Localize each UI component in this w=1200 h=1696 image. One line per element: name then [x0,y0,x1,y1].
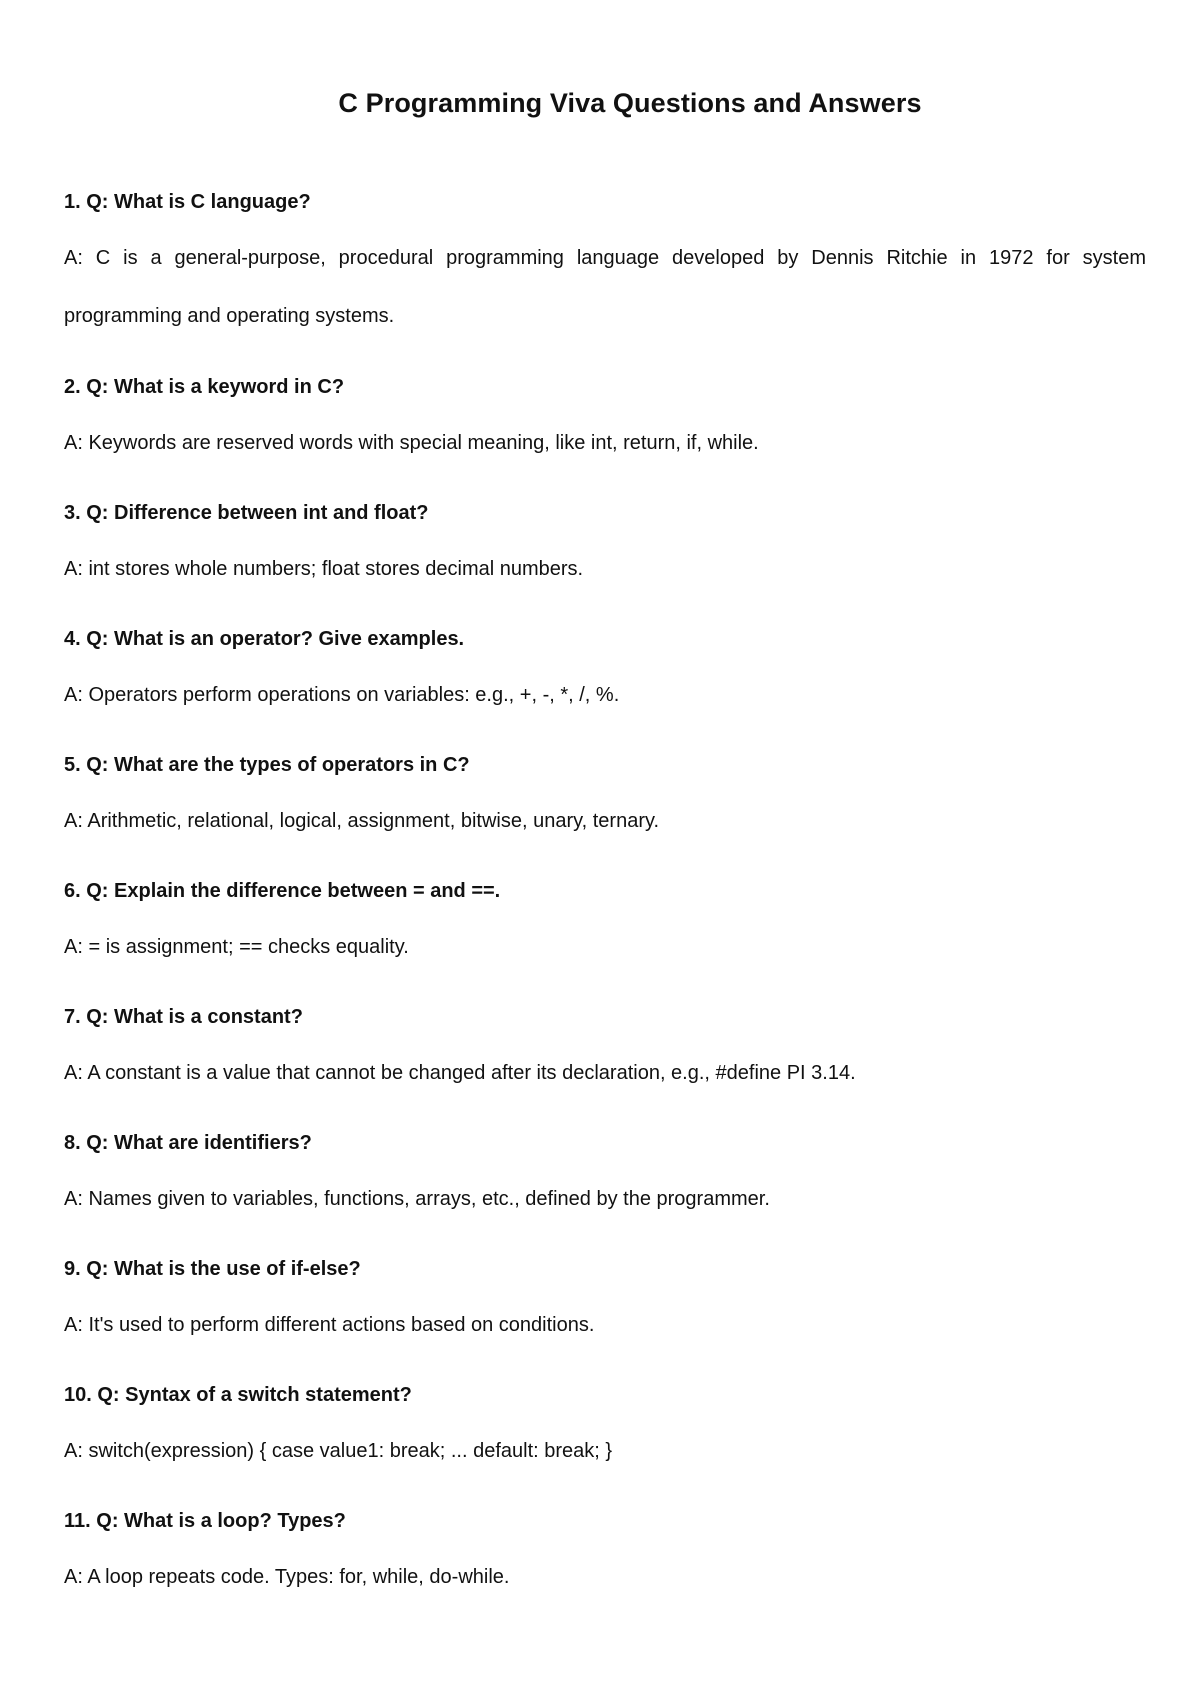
qa-item-1 [64,188,1146,345]
qa-item-6 [64,877,1146,961]
page-title: C Programming Viva Questions and Answers [338,88,922,119]
question-8: 8. Q: What are identifiers? [64,1132,312,1154]
qa-item-7 [64,1003,1146,1087]
answer-2: A: Keywords are reserved words with special meaning, like int, return, if, while. [64,432,759,454]
qa-item-3 [64,499,1146,583]
answer-7: A: A constant is a value that cannot be changed after its declaration, e.g., #define PI 3.14. [64,1062,856,1084]
answer-9: A: It's used to perform different actions based on conditions. [64,1314,595,1336]
question-11: 11. Q: What is a loop? Types? [64,1510,346,1532]
qa-item-11 [64,1507,1146,1591]
qa-item-8 [64,1129,1146,1213]
answer-1: A: C is a general-purpose, procedural programming language developed by Dennis Ritchie in 1972 for system programming and operating systems. [64,247,1146,327]
qa-item-2 [64,373,1146,457]
answer-6: A: = is assignment; == checks equality. [64,936,409,958]
answer-8: A: Names given to variables, functions, arrays, etc., defined by the programmer. [64,1188,770,1210]
qa-item-5 [64,751,1146,835]
question-5: 5. Q: What are the types of operators in C? [64,754,470,776]
question-6: 6. Q: Explain the difference between = and ==. [64,880,501,902]
question-9: 9. Q: What is the use of if-else? [64,1258,361,1280]
question-7: 7. Q: What is a constant? [64,1006,303,1028]
qa-item-4 [64,625,1146,709]
answer-3: A: int stores whole numbers; float stores decimal numbers. [64,558,584,580]
question-10: 10. Q: Syntax of a switch statement? [64,1384,412,1406]
question-3: 3. Q: Difference between int and float? [64,502,429,524]
question-1: 1. Q: What is C language? [64,191,311,213]
qa-item-9 [64,1255,1146,1339]
answer-5: A: Arithmetic, relational, logical, assignment, bitwise, unary, ternary. [64,810,660,832]
answer-4: A: Operators perform operations on variables: e.g., +, -, *, /, %. [64,684,620,706]
question-4: 4. Q: What is an operator? Give examples. [64,628,465,650]
answer-10: A: switch(expression) { case value1: break; ... default: break; } [64,1440,613,1462]
answer-11: A: A loop repeats code. Types: for, while, do-while. [64,1566,510,1588]
question-2: 2. Q: What is a keyword in C? [64,376,345,398]
qa-item-10 [64,1381,1146,1465]
